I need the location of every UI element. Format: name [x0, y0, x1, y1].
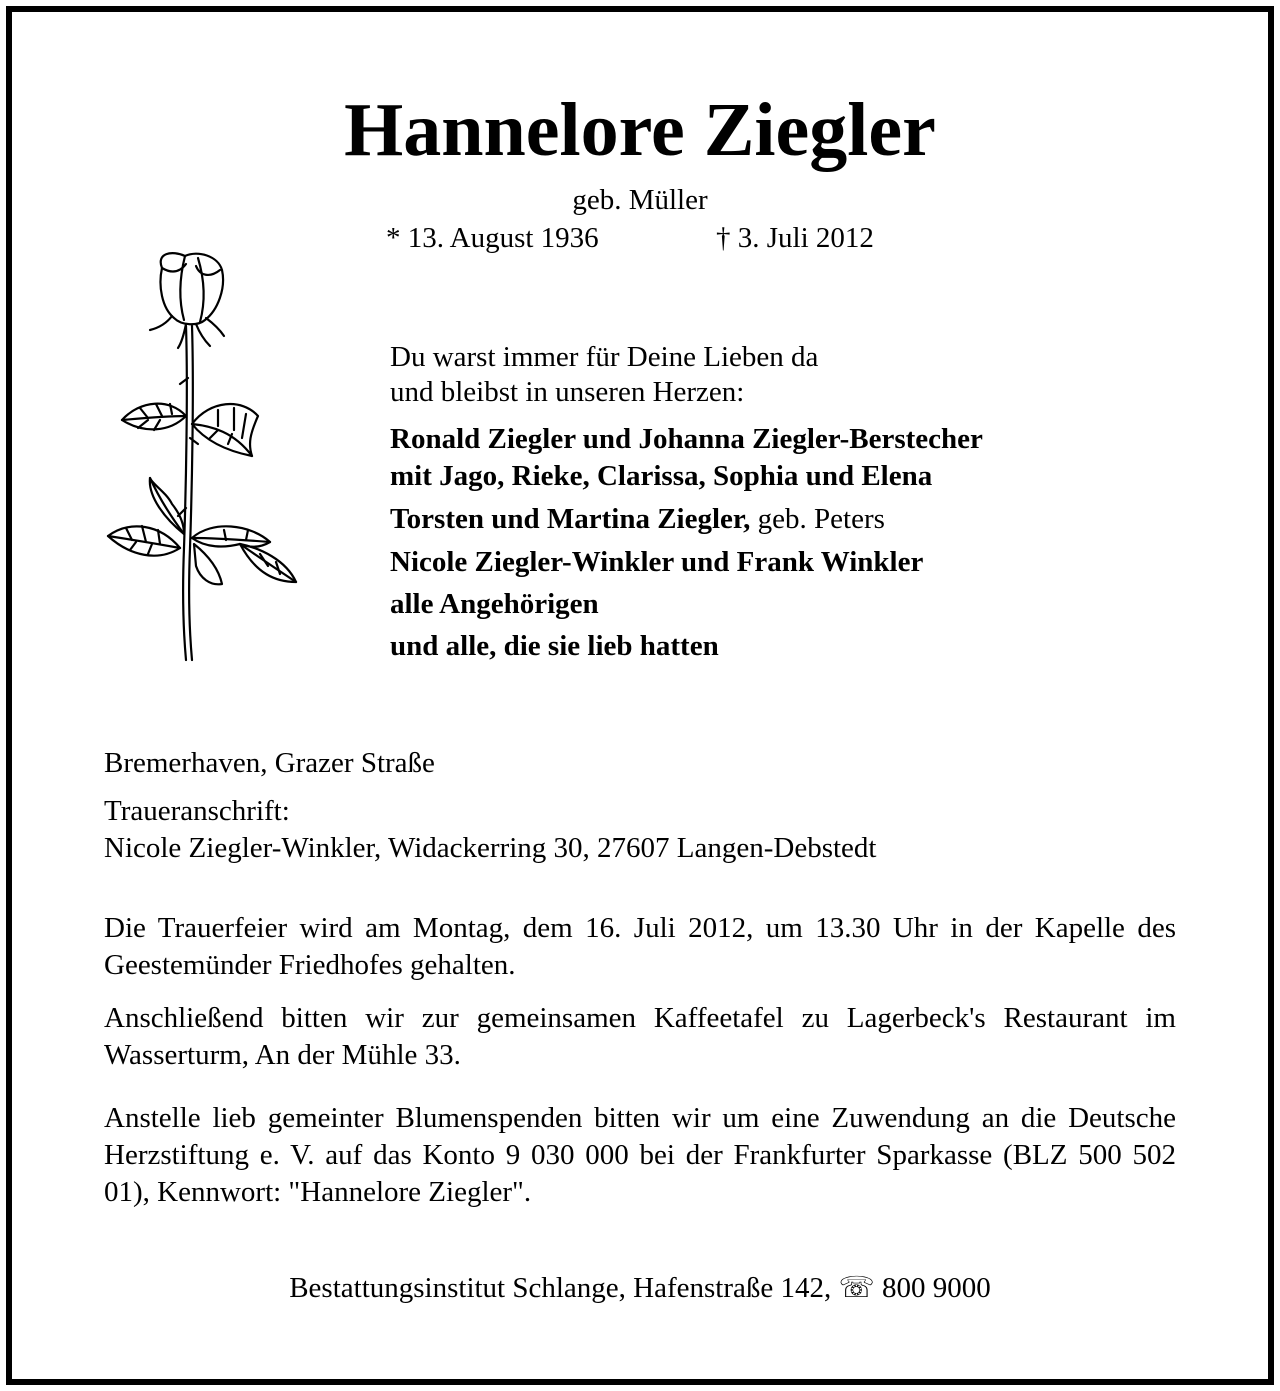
reception-info: Anschließend bitten wir zur gemeinsamen Kaffeetafel zu Lagerbeck's Restaurant im Wasserturm, An der Mühle 33.: [104, 1002, 1176, 1071]
family-line: Nicole Ziegler-Winkler und Frank Winkler: [390, 546, 924, 578]
intro-line: und bleibst in unseren Herzen:: [390, 376, 745, 408]
death-date: † 3. Juli 2012: [716, 222, 874, 254]
intro-line: Du warst immer für Deine Lieben da: [390, 341, 819, 373]
donation-info: Anstelle lieb gemeinter Blumenspenden bitten wir um eine Zuwendung an die Deutsche Herzstiftung e. V. auf das Konto 9 030 000 bei der Frankfurter Sparkasse (BLZ 500 502 01), Kennwort: "Hannelore Ziegler".: [104, 1102, 1176, 1208]
deceased-name: Hannelore Ziegler: [344, 88, 936, 172]
rose-illustration: [100, 248, 310, 668]
family-line: Ronald Ziegler und Johanna Ziegler-Berstecher: [390, 423, 983, 455]
funeral-home: Bestattungsinstitut Schlange, Hafenstraße 142, ☏ 800 9000: [289, 1272, 991, 1304]
address-label: Traueranschrift:: [104, 795, 290, 827]
family-line: und alle, die sie lieb hatten: [390, 630, 719, 662]
birth-date: * 13. August 1936: [386, 222, 599, 254]
funeral-info: Die Trauerfeier wird am Montag, dem 16. Juli 2012, um 13.30 Uhr in der Kapelle des Geestemünder Friedhofes gehalten.: [104, 912, 1176, 981]
maiden-name: geb. Müller: [572, 184, 708, 216]
family-line: mit Jago, Rieke, Clarissa, Sophia und Elena: [390, 460, 933, 492]
mourning-address: Nicole Ziegler-Winkler, Widackerring 30, 27607 Langen-Debstedt: [104, 832, 877, 864]
family-line: [390, 503, 885, 536]
family-line: alle Angehörigen: [390, 588, 599, 620]
place: Bremerhaven, Grazer Straße: [104, 747, 435, 779]
family-names: Torsten und Martina Ziegler,: [390, 503, 751, 535]
family-note: geb. Peters: [757, 503, 885, 535]
intro-text: [390, 340, 818, 410]
